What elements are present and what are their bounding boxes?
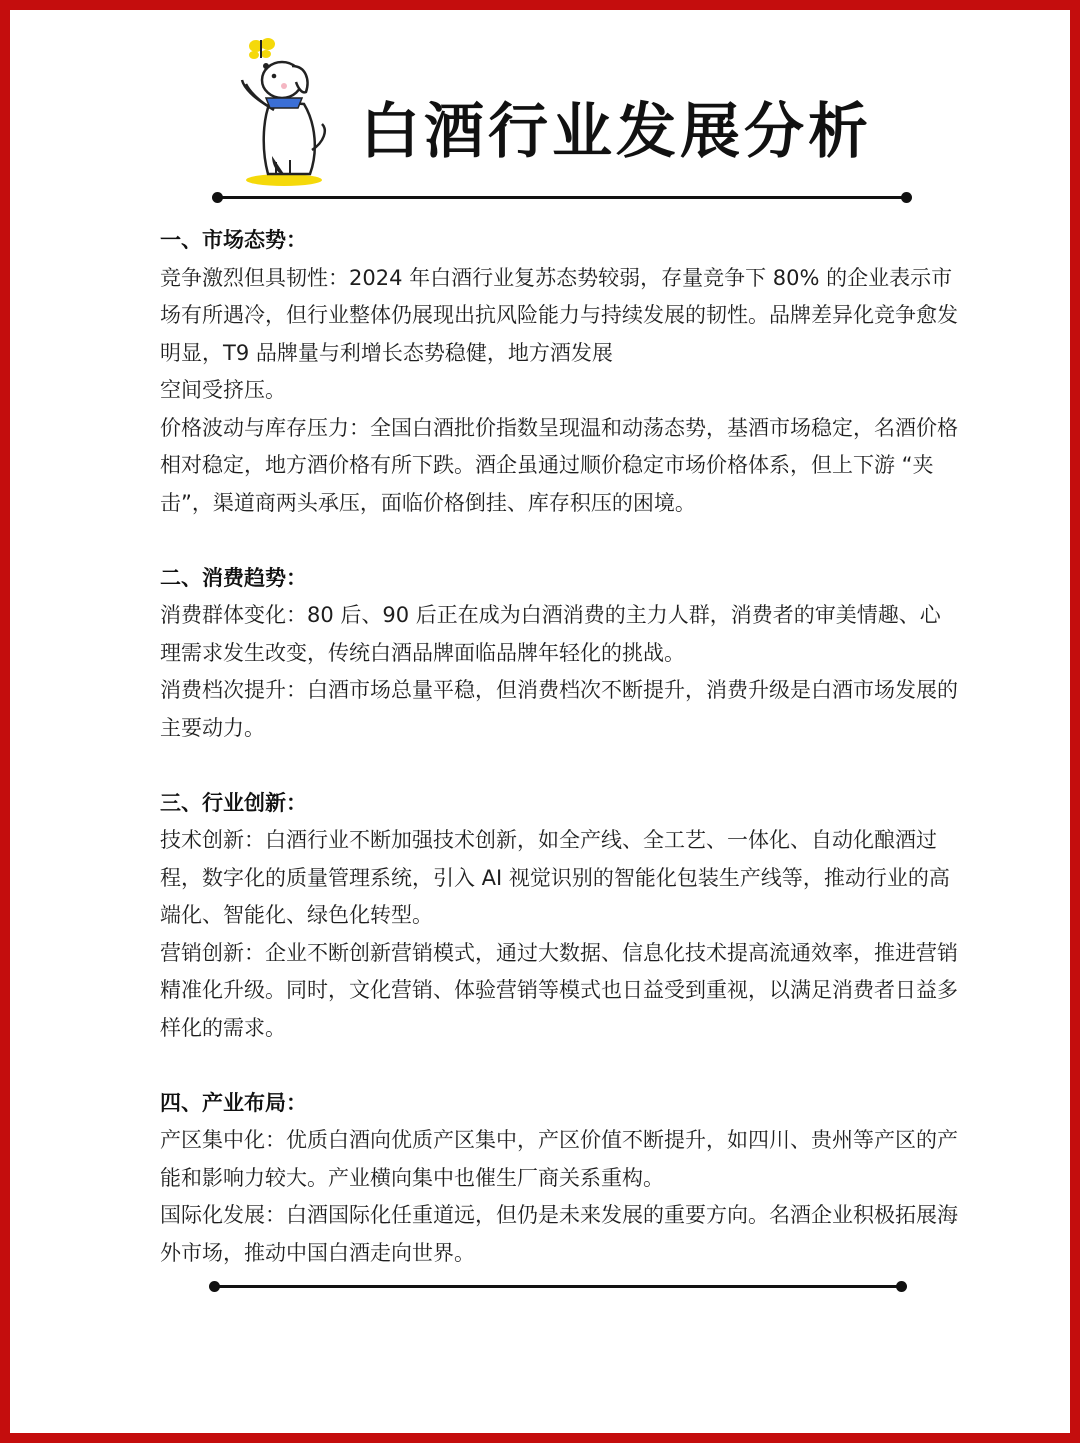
- section-paragraph: 空间受挤压。: [160, 378, 286, 402]
- section-heading: 四、产业布局：: [160, 1090, 307, 1115]
- dog-with-butterfly-icon: [232, 32, 342, 192]
- section-paragraph: 技术创新：白酒行业不断加强技术创新，如全产线、全工艺、一体化、自动化酿酒过程，数字化的质量管理系统，引入 AI 视觉识别的智能化包装生产线等，推动行业的高端化、智能化、绿色化转型。: [160, 828, 950, 927]
- section-consumption-trend: [160, 560, 960, 748]
- bottom-divider: [214, 1285, 902, 1288]
- section-paragraph: 营销创新：企业不断创新营销模式，通过大数据、信息化技术提高流通效率，推进营销精准化升级。同时，文化营销、体验营销等模式也日益受到重视，以满足消费者日益多样化的需求。: [160, 940, 958, 1040]
- section-paragraph: 竞争激烈但具韧性：2024 年白酒行业复苏态势较弱，存量竞争下 80% 的企业表示市场有所遇冷，但行业整体仍展现出抗风险能力与持续发展的韧性。品牌差异化竞争愈发明显，T9 品牌量与利增长态势稳健，地方酒发展: [160, 265, 958, 365]
- page-title: 白酒行业发展分析: [360, 97, 872, 167]
- section-paragraph: 产区集中化：优质白酒向优质产区集中，产区价值不断提升，如四川、贵州等产区的产能和影响力较大。产业横向集中也催生厂商关系重构。: [160, 1128, 958, 1190]
- section-heading: 三、行业创新：: [160, 790, 307, 815]
- top-divider: [217, 196, 907, 199]
- section-heading: 二、消费趋势：: [160, 565, 307, 590]
- section-industry-layout: [160, 1085, 960, 1273]
- article-body: [160, 222, 960, 1310]
- section-paragraph: 消费群体变化：80 后、90 后正在成为白酒消费的主力人群，消费者的审美情趣、心理需求发生改变，传统白酒品牌面临品牌年轻化的挑战。: [160, 603, 941, 665]
- section-industry-innovation: [160, 785, 960, 1048]
- section-paragraph: 消费档次提升：白酒市场总量平稳，但消费档次不断提升，消费升级是白酒市场发展的主要动力。: [160, 678, 958, 740]
- section-paragraph: 价格波动与库存压力：全国白酒批价指数呈现温和动荡态势，基酒市场稳定，名酒价格相对稳定，地方酒价格有所下跌。酒企虽通过顺价稳定市场价格体系，但上下游 “夹击”，渠道商两头承压，面临价格倒挂、库存积压的困境。: [160, 415, 958, 515]
- section-paragraph: 国际化发展：白酒国际化任重道远，但仍是未来发展的重要方向。名酒企业积极拓展海外市场，推动中国白酒走向世界。: [160, 1203, 958, 1265]
- section-market-trend: [160, 222, 960, 522]
- section-heading: 一、市场态势：: [160, 228, 307, 252]
